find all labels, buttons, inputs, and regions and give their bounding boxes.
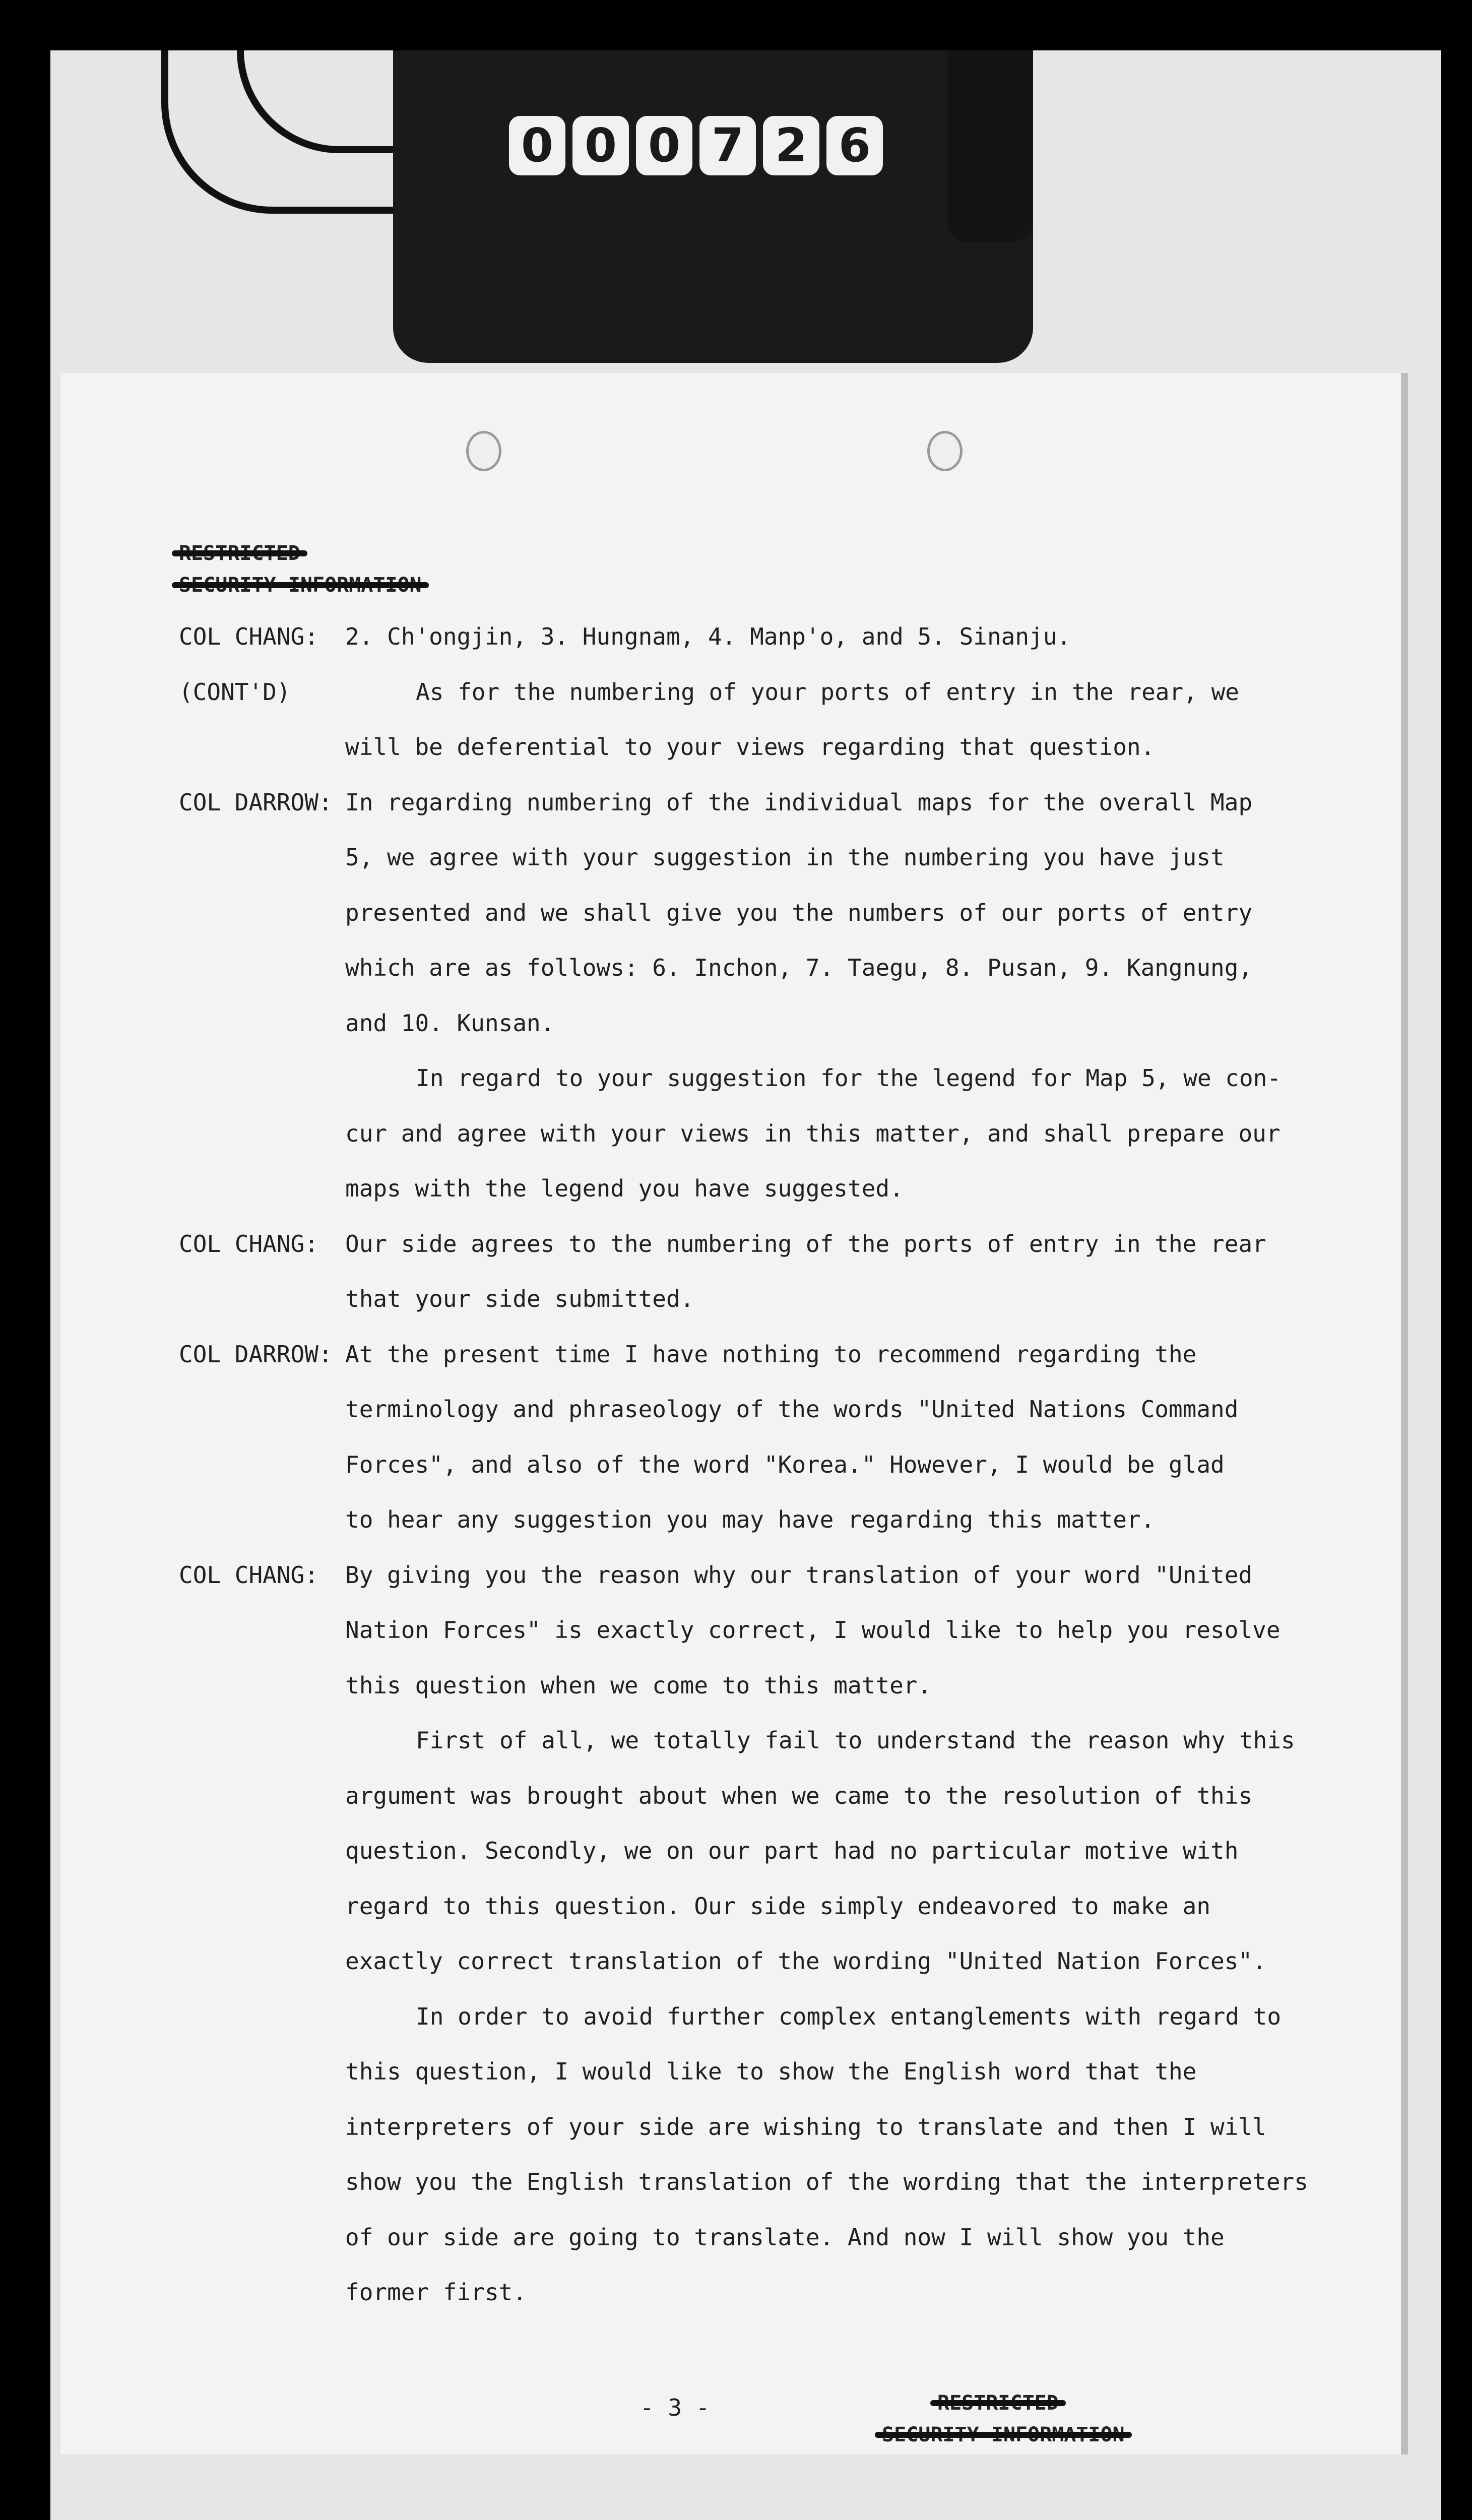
transcript-line	[179, 2168, 1333, 2223]
transcript-line	[179, 2057, 1333, 2113]
line-text: maps with the legend you have suggested.	[345, 1175, 904, 1202]
line-text: 5, we agree with your suggestion in the numbering you have just	[345, 844, 1225, 871]
line-text: to hear any suggestion you may have regarding this matter.	[345, 1506, 1155, 1533]
strikethrough-mark	[172, 550, 307, 556]
line-text: terminology and phraseology of the words "United Nations Command	[345, 1396, 1239, 1423]
transcript-body	[179, 622, 1333, 2334]
counter-digit: 0	[509, 116, 565, 175]
line-text: that your side submitted.	[345, 1285, 694, 1312]
line-text: 2. Ch'ongjin, 3. Hungnam, 4. Manp'o, and 5. Sinanju.	[345, 623, 1071, 650]
counter-digit: 0	[636, 116, 692, 175]
transcript-line	[179, 954, 1333, 1009]
transcript-line	[179, 1285, 1333, 1340]
counter-digit: 6	[826, 116, 883, 175]
transcript-line	[179, 1395, 1333, 1451]
transcript-line	[179, 1230, 1333, 1285]
counter-digit: 7	[699, 116, 756, 175]
transcript-line	[179, 1174, 1333, 1230]
line-text: show you the English translation of the wording that the interpreters	[345, 2168, 1308, 2195]
transcript-line	[179, 1119, 1333, 1175]
strikethrough-mark	[930, 2400, 1066, 2406]
speaker-label: COL DARROW:	[179, 788, 333, 816]
line-text: former first.	[345, 2279, 527, 2306]
strikethrough-mark	[172, 582, 429, 588]
line-text: In regard to your suggestion for the legend for Map 5, we con-	[416, 1064, 1282, 1092]
transcript-line	[179, 2002, 1333, 2058]
punch-hole	[466, 431, 501, 471]
speaker-label: COL CHANG:	[179, 1230, 318, 1257]
line-text: interpreters of your side are wishing to translate and then I will	[345, 2113, 1266, 2140]
transcript-line	[179, 2278, 1333, 2334]
line-text: of our side are going to translate. And now I will show you the	[345, 2223, 1225, 2251]
stamp-knob	[947, 50, 1033, 242]
line-text: exactly correct translation of the wording "United Nation Forces".	[345, 1947, 1266, 1975]
transcript-line	[179, 1726, 1333, 1782]
line-text: and 10. Kunsan.	[345, 1009, 555, 1037]
line-text: At the present time I have nothing to recommend regarding the	[345, 1340, 1197, 1368]
line-text: argument was brought about when we came to the resolution of this	[345, 1782, 1253, 1809]
transcript-line	[179, 1505, 1333, 1561]
line-text: this question, I would like to show the English word that the	[345, 2058, 1197, 2085]
transcript-line	[179, 622, 1333, 678]
classification-marking-top-2	[179, 574, 422, 597]
strikethrough-mark	[875, 2432, 1132, 2438]
transcript-line	[179, 1340, 1333, 1396]
numbering-stamp-device	[393, 50, 1033, 363]
classification-marking-bottom-2	[882, 2423, 1125, 2446]
transcript-line	[179, 788, 1333, 844]
transcript-line	[179, 1782, 1333, 1837]
transcript-line	[179, 843, 1333, 899]
counter-digit: 0	[572, 116, 629, 175]
classification-marking-bottom-1	[937, 2391, 1059, 2415]
line-text: In order to avoid further complex entanglements with regard to	[416, 2002, 1282, 2030]
transcript-line	[179, 2113, 1333, 2168]
line-text: First of all, we totally fail to understand the reason why this	[416, 1727, 1295, 1754]
counter-digit: 2	[763, 116, 819, 175]
transcript-line	[179, 1892, 1333, 1947]
transcript-line	[179, 1064, 1333, 1119]
speaker-label: (CONT'D)	[179, 678, 291, 706]
frame-counter	[509, 116, 883, 175]
transcript-line	[179, 899, 1333, 954]
line-text: Our side agrees to the numbering of the ports of entry in the rear	[345, 1230, 1266, 1257]
transcript-line	[179, 1616, 1333, 1671]
line-text: regard to this question. Our side simply endeavored to make an	[345, 1892, 1211, 1920]
speaker-label: COL DARROW:	[179, 1340, 333, 1368]
transcript-line	[179, 1561, 1333, 1616]
transcript-line	[179, 1671, 1333, 1727]
classification-marking-top-1	[179, 542, 300, 565]
line-text: Nation Forces" is exactly correct, I would like to help you resolve	[345, 1616, 1281, 1644]
line-text: Forces", and also of the word "Korea." However, I would be glad	[345, 1451, 1225, 1478]
line-text: presented and we shall give you the numbers of our ports of entry	[345, 899, 1253, 926]
line-text: By giving you the reason why our translation of your word "United	[345, 1561, 1253, 1589]
line-text: As for the numbering of your ports of entry in the rear, we	[416, 678, 1239, 706]
line-text: cur and agree with your views in this matter, and shall prepare our	[345, 1119, 1281, 1147]
transcript-line	[179, 733, 1333, 788]
line-text: this question when we come to this matter.	[345, 1671, 932, 1699]
transcript-line	[179, 1009, 1333, 1064]
transcript-line	[179, 1451, 1333, 1506]
transcript-line	[179, 1837, 1333, 1892]
line-text: will be deferential to your views regarding that question.	[345, 733, 1155, 761]
line-text: which are as follows: 6. Inchon, 7. Taegu, 8. Pusan, 9. Kangnung,	[345, 954, 1253, 981]
punch-hole	[927, 431, 963, 471]
transcript-line	[179, 1947, 1333, 2002]
speaker-label: COL CHANG:	[179, 623, 318, 650]
transcript-line	[179, 678, 1333, 733]
speaker-label: COL CHANG:	[179, 1561, 318, 1589]
line-text: question. Secondly, we on our part had no particular motive with	[345, 1837, 1239, 1864]
line-text: In regarding numbering of the individual maps for the overall Map	[345, 788, 1253, 816]
page-number: - 3 -	[640, 2394, 710, 2421]
transcript-line	[179, 2223, 1333, 2279]
